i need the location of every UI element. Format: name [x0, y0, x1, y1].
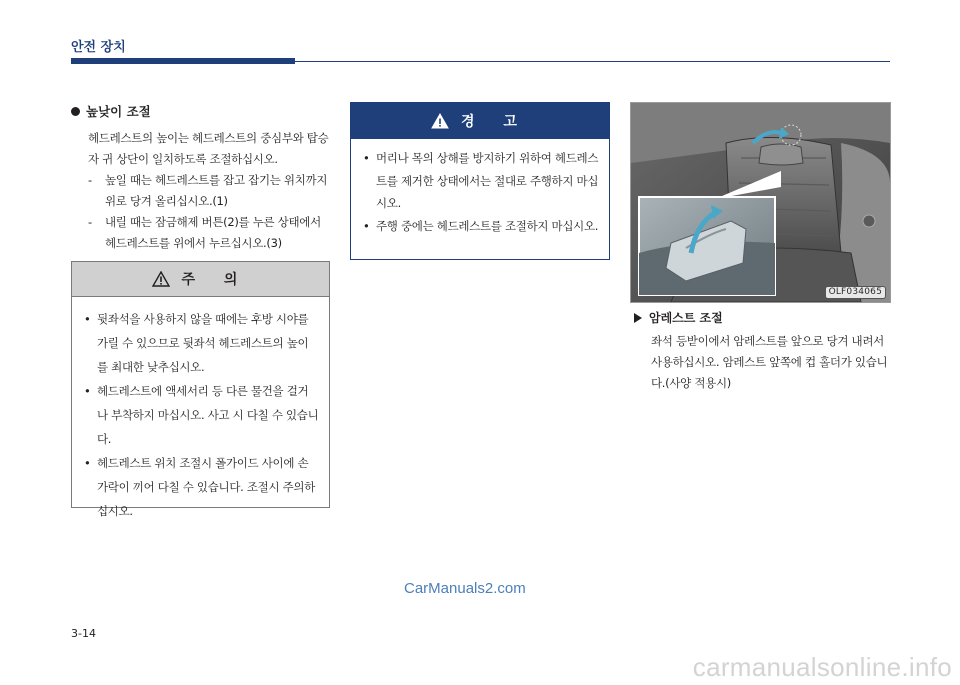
warning-list	[351, 139, 609, 237]
list-item: • 머리나 목의 상해를 방지하기 위하여 헤드레스트를 제거한 상태에서는 절대로 주행하지 마십시오.	[363, 151, 599, 210]
header-rule-thick	[71, 58, 295, 64]
section-title: 안전 장치	[71, 40, 126, 55]
triangle-right-icon	[634, 313, 642, 323]
caution-title: 주 의	[181, 272, 250, 288]
list-item: • 뒷좌석을 사용하지 않을 때에는 후방 시야를 가릴 수 있으므로 뒷좌석 헤드레스트의 높이를 최대한 낮추십시오.	[84, 312, 309, 374]
armrest-heading-text: 암레스트 조절	[649, 311, 723, 325]
height-adjust-body: 헤드레스트의 높이는 헤드레스트의 중심부와 탑승자 귀 상단이 일치하도록 조절하십시오.	[88, 131, 329, 166]
height-adjust-heading-text: 높낮이 조절	[86, 104, 151, 119]
header-rule-thin	[295, 61, 890, 62]
height-adjust-list	[88, 170, 329, 254]
warning-title: 경 고	[461, 114, 529, 130]
figure-code: OLF034065	[825, 286, 886, 299]
bullet-dot-icon	[71, 107, 80, 116]
caution-box	[71, 261, 330, 518]
height-adjust-section	[71, 102, 329, 254]
watermark-link[interactable]: CarManuals2.com	[404, 580, 526, 597]
rear-seat-illustration	[631, 103, 890, 302]
warning-box	[350, 102, 610, 260]
caution-header	[72, 262, 329, 297]
caution-triangle-icon	[152, 271, 170, 287]
list-item: • 헤드레스트 위치 조절시 폴가이드 사이에 손가락이 끼어 다칠 수 있습니다. 조절시 주의하십시오.	[84, 456, 316, 518]
warning-triangle-icon	[431, 113, 449, 129]
list-item: • 헤드레스트에 액세서리 등 다른 물건을 걸거나 부착하지 마십시오. 사고 시 다칠 수 있습니다.	[84, 384, 319, 446]
list-item: - 내릴 때는 잠금해제 버튼(2)를 누른 상태에서 헤드레스트를 위에서 누르십시오.(3)	[88, 212, 329, 254]
height-adjust-heading	[71, 102, 329, 120]
armrest-body: 좌석 등받이에서 암레스트를 앞으로 당겨 내려서 사용하십시오. 암레스트 앞쪽에 컵 홀더가 있습니다.(사양 적용시)	[651, 334, 888, 390]
site-watermark: carmanualsonline.info	[692, 652, 952, 682]
list-item: • 주행 중에는 헤드레스트를 조절하지 마십시오.	[363, 218, 599, 233]
warning-header	[351, 103, 609, 139]
armrest-heading	[634, 309, 723, 326]
page-number: 3-14	[71, 627, 96, 640]
dash-marker: -	[88, 173, 92, 187]
caution-list	[72, 297, 329, 523]
armrest-figure	[630, 102, 891, 303]
dash-marker: -	[88, 215, 92, 229]
list-item: - 높일 때는 헤드레스트를 잡고 잡기는 위치까지 위로 당겨 올리십시오.(1)	[88, 170, 329, 212]
